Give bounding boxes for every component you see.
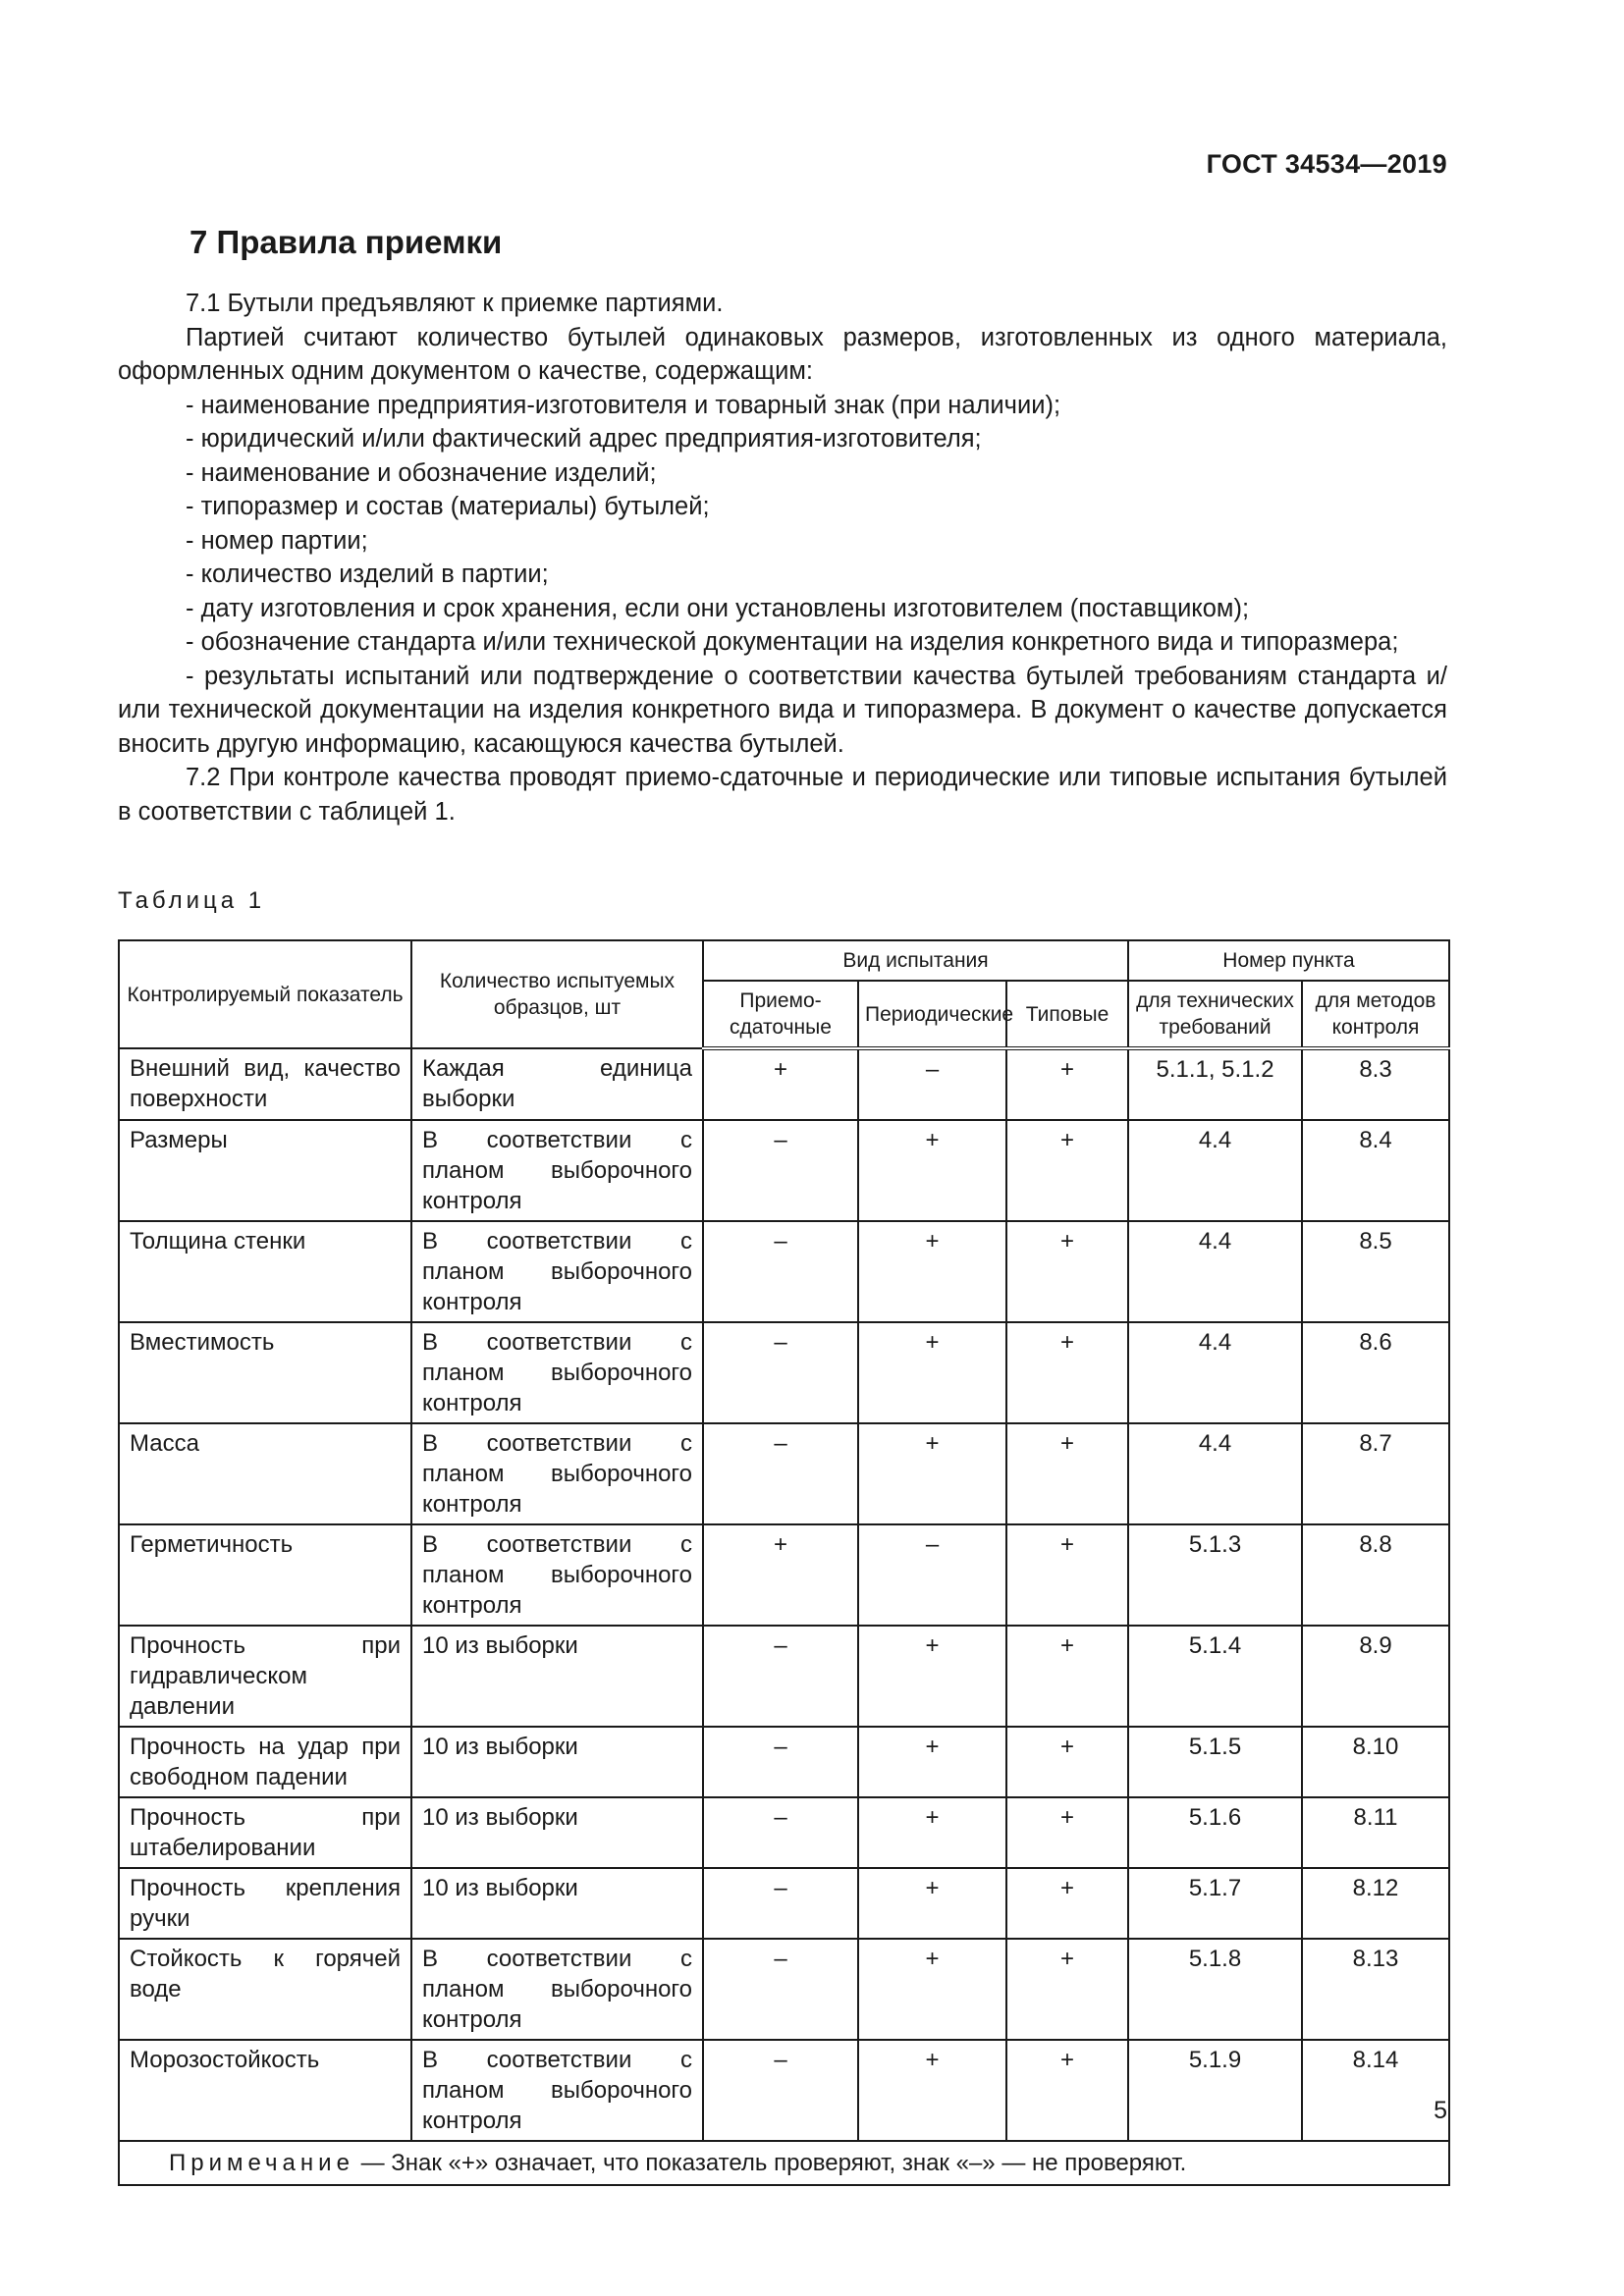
acceptance-cell: – <box>703 1221 858 1322</box>
type-test-cell: + <box>1006 1048 1128 1120</box>
acceptance-cell: + <box>703 1048 858 1120</box>
tech-req-cell: 5.1.4 <box>1128 1626 1302 1727</box>
indicator-cell: Стойкость к горячей воде <box>119 1939 411 2040</box>
table-row <box>119 1120 1449 1221</box>
methods-cell: 8.4 <box>1302 1120 1449 1221</box>
indicator-cell: Прочность при гидравлическом давлении <box>119 1626 411 1727</box>
table-row <box>119 1322 1449 1423</box>
type-test-cell: + <box>1006 1120 1128 1221</box>
list-item: - результаты испытаний или подтверждение о соответствии качества бутылей требованиям стандарта и/или технической документации на изделия конкретного вида и типоразмера. В документ о качестве допускается вносить другую информацию, касающуюся качества бутылей. <box>118 662 1447 758</box>
acceptance-cell: – <box>703 1868 858 1939</box>
tech-req-cell: 4.4 <box>1128 1322 1302 1423</box>
table-row <box>119 2040 1449 2141</box>
sample-count-cell: Каждая единица выборки <box>411 1048 703 1120</box>
table-note-row <box>119 2141 1449 2185</box>
paragraph: 7.2 При контроле качества проводят приемо-сдаточные и периодические или типовые испытания бутылей в соответствии с таблицей 1. <box>118 764 1447 826</box>
section-body <box>118 287 1447 828</box>
list-item: - количество изделий в партии; <box>186 561 549 588</box>
tech-req-cell: 5.1.6 <box>1128 1797 1302 1868</box>
paragraph: Партией считают количество бутылей одинаковых размеров, изготовленных из одного материала, оформленных одним документом о качестве, содержащим: <box>118 323 1447 385</box>
indicator-cell: Герметичность <box>119 1524 411 1626</box>
periodic-cell: – <box>858 1048 1006 1120</box>
tech-req-cell: 4.4 <box>1128 1423 1302 1524</box>
header-indicator: Контролируемый показатель <box>119 940 411 1048</box>
methods-cell: 8.13 <box>1302 1939 1449 2040</box>
acceptance-cell: – <box>703 1797 858 1868</box>
sample-count-cell: В соответствии с планом выборочного контроля <box>411 1322 703 1423</box>
tech-req-cell: 5.1.8 <box>1128 1939 1302 2040</box>
table-row <box>119 1221 1449 1322</box>
type-test-cell: + <box>1006 1939 1128 2040</box>
sample-count-cell: В соответствии с планом выборочного контроля <box>411 1423 703 1524</box>
tech-req-cell: 5.1.3 <box>1128 1524 1302 1626</box>
periodic-cell: + <box>858 1221 1006 1322</box>
tech-req-cell: 4.4 <box>1128 1120 1302 1221</box>
header-clause-number: Номер пункта <box>1128 940 1449 981</box>
table-body <box>119 1048 1449 2141</box>
type-test-cell: + <box>1006 1868 1128 1939</box>
sample-count-cell: В соответствии с планом выборочного контроля <box>411 2040 703 2141</box>
sample-count-cell: В соответствии с планом выборочного контроля <box>411 1939 703 2040</box>
periodic-cell: + <box>858 1797 1006 1868</box>
paragraph: 7.1 Бутыли предъявляют к приемке партиями. <box>186 290 724 317</box>
type-test-cell: + <box>1006 1626 1128 1727</box>
methods-cell: 8.8 <box>1302 1524 1449 1626</box>
section-title: 7 Правила приемки <box>189 224 503 260</box>
table-note <box>119 2141 1449 2185</box>
table-row <box>119 1868 1449 1939</box>
note-text: — Знак «+» означает, что показатель проверяют, знак «–» — не проверяют. <box>353 2150 1187 2176</box>
sample-count-cell: 10 из выборки <box>411 1797 703 1868</box>
periodic-cell: + <box>858 2040 1006 2141</box>
table-row <box>119 1727 1449 1797</box>
acceptance-table <box>118 939 1450 2186</box>
tech-req-cell: 5.1.7 <box>1128 1868 1302 1939</box>
list-item: - юридический и/или фактический адрес предприятия-изготовителя; <box>186 425 982 453</box>
list-item: - наименование предприятия-изготовителя и товарный знак (при наличии); <box>186 391 1061 419</box>
tech-req-cell: 4.4 <box>1128 1221 1302 1322</box>
periodic-cell: + <box>858 1322 1006 1423</box>
sample-count-cell: 10 из выборки <box>411 1868 703 1939</box>
header-type-tests: Типовые <box>1006 981 1128 1048</box>
type-test-cell: + <box>1006 2040 1128 2141</box>
acceptance-cell: – <box>703 1727 858 1797</box>
table-row <box>119 1048 1449 1120</box>
table-row <box>119 1423 1449 1524</box>
tech-req-cell: 5.1.1, 5.1.2 <box>1128 1048 1302 1120</box>
acceptance-cell: – <box>703 1939 858 2040</box>
list-item: - номер партии; <box>186 526 368 555</box>
methods-cell: 8.11 <box>1302 1797 1449 1868</box>
table-caption: Таблица 1 <box>118 887 266 914</box>
indicator-cell: Прочность крепления ручки <box>119 1868 411 1939</box>
periodic-cell: – <box>858 1524 1006 1626</box>
acceptance-cell: + <box>703 1524 858 1626</box>
tech-req-cell: 5.1.9 <box>1128 2040 1302 2141</box>
acceptance-cell: – <box>703 1120 858 1221</box>
methods-cell: 8.3 <box>1302 1048 1449 1120</box>
methods-cell: 8.14 <box>1302 2040 1449 2141</box>
indicator-cell: Морозостойкость <box>119 2040 411 2141</box>
list-item: - типоразмер и состав (материалы) бутылей; <box>186 493 710 520</box>
indicator-cell: Прочность на удар при свободном падении <box>119 1727 411 1797</box>
sample-count-cell: В соответствии с планом выборочного контроля <box>411 1120 703 1221</box>
type-test-cell: + <box>1006 1727 1128 1797</box>
table-row <box>119 1524 1449 1626</box>
periodic-cell: + <box>858 1423 1006 1524</box>
header-sample-count: Количество испытуемых образцов, шт <box>411 940 703 1048</box>
methods-cell: 8.7 <box>1302 1423 1449 1524</box>
type-test-cell: + <box>1006 1221 1128 1322</box>
tech-req-cell: 5.1.5 <box>1128 1727 1302 1797</box>
indicator-cell: Масса <box>119 1423 411 1524</box>
indicator-cell: Внешний вид, качество поверхности <box>119 1048 411 1120</box>
periodic-cell: + <box>858 1120 1006 1221</box>
indicator-cell: Размеры <box>119 1120 411 1221</box>
table-row <box>119 1797 1449 1868</box>
table-row <box>119 1939 1449 2040</box>
methods-cell: 8.10 <box>1302 1727 1449 1797</box>
sample-count-cell: В соответствии с планом выборочного контроля <box>411 1524 703 1626</box>
acceptance-cell: – <box>703 1626 858 1727</box>
methods-cell: 8.6 <box>1302 1322 1449 1423</box>
acceptance-cell: – <box>703 1322 858 1423</box>
type-test-cell: + <box>1006 1797 1128 1868</box>
list-item: - наименование и обозначение изделий; <box>186 458 657 487</box>
header-test-type: Вид испытания <box>703 940 1128 981</box>
header-tech-req: для технических требований <box>1128 981 1302 1048</box>
indicator-cell: Вместимость <box>119 1322 411 1423</box>
table-row <box>119 1626 1449 1727</box>
page-number: 5 <box>1434 2097 1447 2124</box>
methods-cell: 8.12 <box>1302 1868 1449 1939</box>
periodic-cell: + <box>858 1727 1006 1797</box>
sample-count-cell: 10 из выборки <box>411 1626 703 1727</box>
acceptance-cell: – <box>703 2040 858 2141</box>
type-test-cell: + <box>1006 1524 1128 1626</box>
header-acceptance: Приемо-сдаточные <box>703 981 858 1048</box>
methods-cell: 8.5 <box>1302 1221 1449 1322</box>
note-label: Примечание <box>169 2150 354 2176</box>
list-item: - дату изготовления и срок хранения, если они установлены изготовителем (поставщиком); <box>186 594 1250 622</box>
list-item: - обозначение стандарта и/или технической документации на изделия конкретного вида и типоразмера; <box>186 628 1399 656</box>
sample-count-cell: 10 из выборки <box>411 1727 703 1797</box>
periodic-cell: + <box>858 1626 1006 1727</box>
sample-count-cell: В соответствии с планом выборочного контроля <box>411 1221 703 1322</box>
periodic-cell: + <box>858 1939 1006 2040</box>
type-test-cell: + <box>1006 1423 1128 1524</box>
type-test-cell: + <box>1006 1322 1128 1423</box>
document-code: ГОСТ 34534—2019 <box>1206 149 1447 179</box>
header-methods: для методов контроля <box>1302 981 1449 1048</box>
periodic-cell: + <box>858 1868 1006 1939</box>
header-periodic: Периодические <box>858 981 1006 1048</box>
acceptance-cell: – <box>703 1423 858 1524</box>
indicator-cell: Прочность при штабелировании <box>119 1797 411 1868</box>
indicator-cell: Толщина стенки <box>119 1221 411 1322</box>
methods-cell: 8.9 <box>1302 1626 1449 1727</box>
